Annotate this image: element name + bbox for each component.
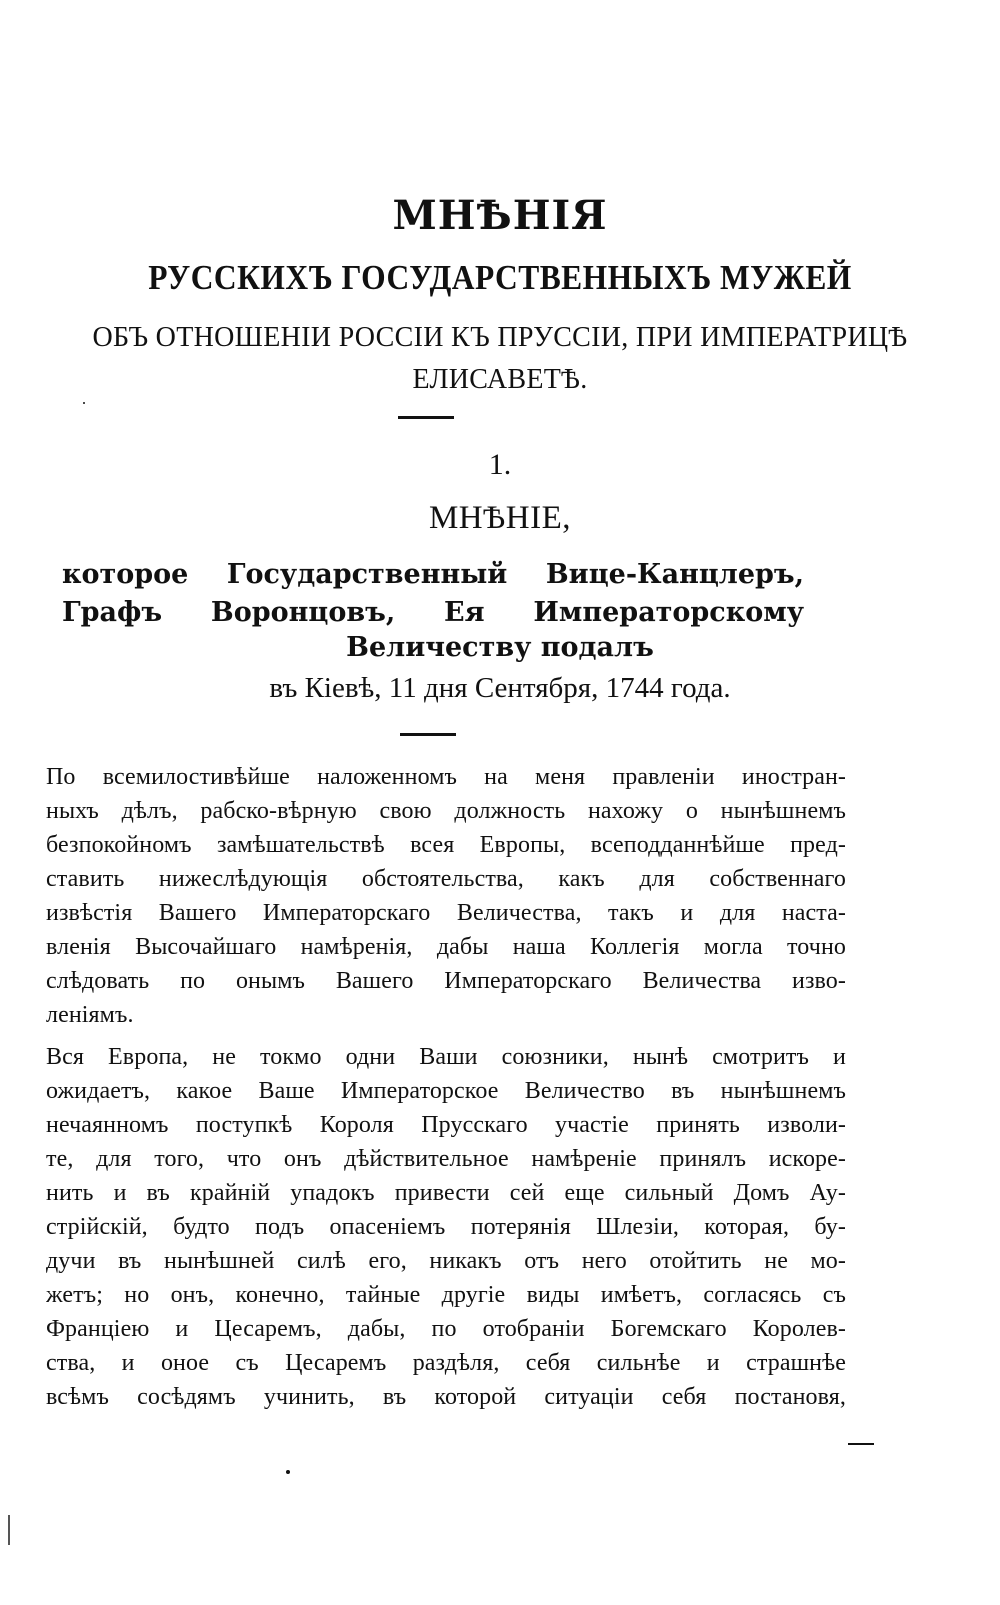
paragraph-line: ожидаетъ, какое Ваше Императорское Величество въ нынѣшнемъ (46, 1078, 846, 1104)
paragraph-line: ныхъ дѣлъ, рабско-вѣрную свою должность нахожу о нынѣшнемъ (46, 798, 846, 824)
paragraph-line: ставить нижеслѣдующія обстоятельства, какъ для собственнаго (46, 866, 846, 892)
paragraph-line: нечаянномъ поступкѣ Короля Прусскаго участіе принять изволи- (46, 1112, 846, 1138)
opinion-heading: МНѢНІЕ, (428, 500, 572, 536)
date-line: въ Кіевѣ, 11 дня Сентября, 1744 года. (269, 672, 731, 704)
paragraph-2 (46, 1040, 846, 1414)
paragraph-line: всѣмъ сосѣдямъ учинить, въ которой ситуаціи себя постановя, (46, 1384, 846, 1410)
paragraph-line: Вся Европа, не токмо одни Ваши союзники, нынѣ смотритъ и (46, 1044, 846, 1070)
description-line-2: ЕЛИСАВЕТѢ. (412, 364, 588, 395)
paragraph-line: леніямъ. (46, 1002, 134, 1028)
separator-rule-top (398, 416, 454, 419)
heading-word: Государственный (226, 559, 508, 590)
main-title: МНѢНІЯ (392, 192, 608, 239)
heading-word: Ея (444, 597, 485, 628)
paragraph-1 (46, 760, 846, 1032)
paragraph-line: стрійскій, будто подъ опасеніемъ потерянія Шлезіи, которая, бу- (46, 1214, 846, 1240)
separator-rule-bottom (400, 733, 456, 736)
heading-word: Вице-Канцлеръ, (545, 559, 804, 590)
subtitle: РУССКИХЪ ГОСУДАРСТВЕННЫХЪ МУЖЕЙ (148, 258, 852, 297)
heading-line-3: Величеству подалъ (346, 632, 654, 663)
paragraph-line: дучи въ нынѣшней силѣ его, никакъ отъ него отойтить не мо- (46, 1248, 846, 1274)
paragraph-line: слѣдовать по онымъ Вашего Императорскаго Величества изво- (46, 968, 846, 994)
page-dash-mark (848, 1443, 874, 1445)
paragraph-line: По всемилостивѣйше наложенномъ на меня правленіи иностран- (46, 764, 846, 790)
paragraph-line: нить и въ крайній упадокъ привести сей еще сильный Домъ Ау- (46, 1180, 846, 1206)
paragraph-line: ства, и оное съ Цесаремъ раздѣля, себя сильнѣе и страшнѣе (46, 1350, 846, 1376)
heading-word: которое (62, 559, 189, 590)
description-line-1: ОБЪ ОТНОШЕНІИ РОССІИ КЪ ПРУССІИ, ПРИ ИМПЕРАТРИЦѢ (92, 322, 908, 353)
section-number: 1. (488, 448, 512, 481)
paragraph-line: извѣстія Вашего Императорскаго Величества, такъ и для наста- (46, 900, 846, 926)
paragraph-line: вленія Высочайшаго намѣренія, дабы наша Коллегія могла точно (46, 934, 846, 960)
paragraph-line: жетъ; но онъ, конечно, тайные другіе виды имѣетъ, согласясь съ (46, 1282, 846, 1308)
heading-word: Графъ (62, 597, 163, 628)
page-speck (286, 1470, 290, 1474)
heading-word: Императорскому (533, 597, 804, 628)
heading-line-1 (62, 559, 804, 590)
paragraph-line: безпокойномъ замѣшательствѣ всея Европы, всеподданнѣйше пред- (46, 832, 846, 858)
paragraph-line: те, для того, что онъ дѣйствительное намѣреніе принялъ искоре- (46, 1146, 846, 1172)
page-edge-mark (8, 1515, 10, 1545)
page-speck (83, 402, 85, 404)
heading-word: Воронцовъ, (210, 597, 396, 628)
heading-line-2 (62, 597, 804, 628)
paragraph-line: Франціею и Цесаремъ, дабы, по отобраніи Богемскаго Королев- (46, 1316, 846, 1342)
